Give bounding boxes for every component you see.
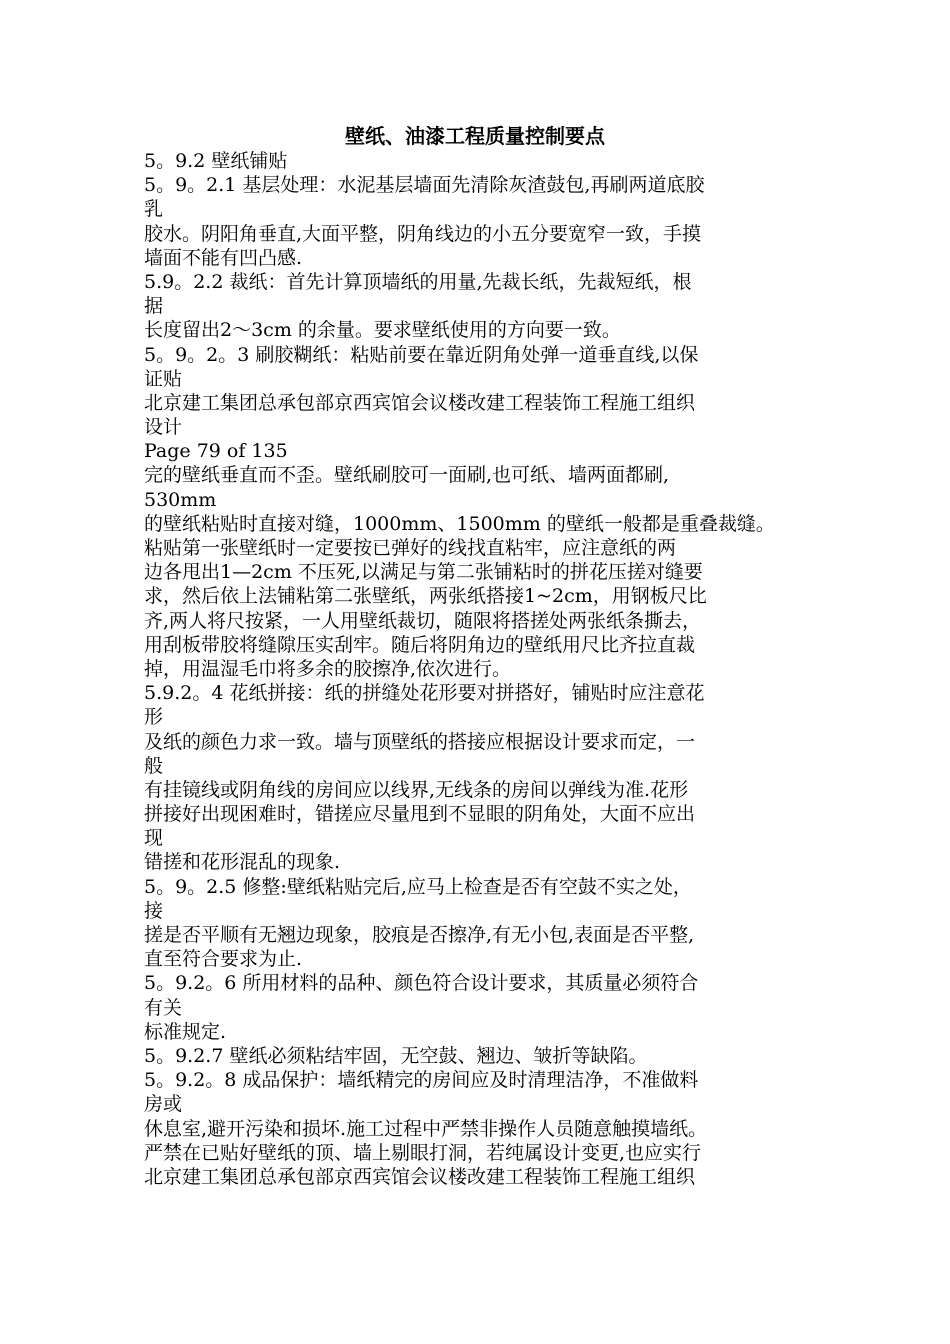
text-line: 掉，用温湿毛巾将多余的胶擦净,依次进行。 — [144, 657, 512, 680]
text-line: 形 — [144, 706, 164, 729]
text-line: 及纸的颜色力求一致。墙与顶壁纸的搭接应根据设计要求而定，一 — [144, 730, 696, 753]
text-line: 搓是否平顺有无翘边现象，胶痕是否擦净,有无小包,表面是否平整, — [144, 924, 695, 946]
text-line: 用刮板带胶将缝隙压实刮牢。随后将阴角边的壁纸用尺比齐拉直裁 — [144, 633, 696, 656]
text-line: 直至符合要求为止. — [144, 948, 303, 971]
text-line: 5.9。2.2 裁纸：首先计算顶墙纸的用量,先裁长纸，先裁短纸，根 — [144, 270, 692, 293]
text-line: 拼接好出现困难时，错搓应尽量甩到不显眼的阴角处，大面不应出 — [144, 803, 696, 826]
text-line: 北京建工集团总承包部京西宾馆会议楼改建工程装饰工程施工组织 — [144, 391, 696, 414]
text-line: 5。9。2。3 刷胶糊纸：粘贴前要在靠近阴角处弹一道垂直线,以保 — [144, 343, 699, 366]
text-line: 严禁在已贴好壁纸的顶、墙上剔眼打洞，若纯属设计变更,也应实行 — [144, 1141, 702, 1164]
text-line: 530mm — [144, 488, 217, 511]
text-line: 标准规定. — [144, 1020, 227, 1043]
text-line: 证贴 — [144, 367, 183, 390]
text-line: 5。9.2。8 成品保护：墙纸精完的房间应及时清理洁净，不准做料 — [144, 1069, 699, 1092]
text-line: 现 — [144, 827, 164, 850]
text-line: 5。9。2.1 基层处理：水泥基层墙面先清除灰渣鼓包,再刷两道底胶 — [144, 174, 705, 197]
text-line: 求，然后依上法铺粘第二张壁纸，两张纸搭接1~2cm，用钢板尺比 — [144, 585, 707, 608]
text-line: 墙面不能有凹凸感. — [144, 246, 303, 269]
text-line: 的壁纸粘贴时直接对缝，1000mm、1500mm 的壁纸一般都是重叠裁缝。 — [144, 512, 775, 535]
text-line: 5。9.2。6 所用材料的品种、颜色符合设计要求，其质量必须符合 — [144, 972, 699, 995]
text-line: 齐,两人将尺按紧，一人用壁纸裁切，随限将搭搓处两张纸条撕去， — [144, 609, 702, 632]
text-line: 设计 — [144, 416, 183, 439]
text-line: Page 79 of 135 — [144, 440, 288, 463]
text-line: 5。9.2.7 壁纸必须粘结牢固，无空鼓、翘边、皱折等缺陷。 — [144, 1044, 648, 1067]
text-line: 5。9。2.5 修整:壁纸粘贴完后,应马上检查是否有空鼓不实之处， — [144, 875, 692, 898]
text-line: 长度留出2～3cm 的余量。要求壁纸使用的方向要一致。 — [144, 319, 621, 342]
text-line: 房或 — [144, 1093, 183, 1116]
text-line: 粘贴第一张壁纸时一定要按已弹好的线找直粘牢，应注意纸的两 — [144, 537, 677, 559]
text-line: 接 — [144, 899, 164, 922]
text-line: 乳 — [144, 198, 164, 221]
text-line: 休息室,避开污染和损坏.施工过程中严禁非操作人员随意触摸墙纸。 — [144, 1117, 708, 1140]
text-line: 有挂镜线或阴角线的房间应以线界,无线条的房间以弹线为准.花形 — [144, 778, 689, 801]
document-body — [144, 149, 944, 1189]
document-title: 壁纸、油漆工程质量控制要点 — [345, 124, 605, 148]
text-line: 北京建工集团总承包部京西宾馆会议楼改建工程装饰工程施工组织 — [144, 1165, 696, 1188]
text-line: 般 — [144, 754, 164, 777]
text-line: 错搓和花形混乱的现象. — [144, 851, 341, 874]
text-line: 有关 — [144, 996, 183, 1019]
text-line: 边各甩出1—2cm 不压死,以满足与第二张铺粘时的拼花压搓对缝要 — [144, 561, 703, 584]
text-line: 据 — [144, 295, 164, 318]
text-line: 5。9.2 壁纸铺贴 — [144, 150, 288, 172]
text-line: 5.9.2。4 花纸拼接：纸的拼缝处花形要对拼搭好，铺贴时应注意花 — [144, 682, 705, 705]
text-line: 完的壁纸垂直而不歪。壁纸刷胶可一面刷,也可纸、墙两面都刷, — [144, 464, 670, 487]
text-line: 胶水。阴阳角垂直,大面平整，阴角线边的小五分要宽窄一致，手摸 — [144, 222, 702, 245]
